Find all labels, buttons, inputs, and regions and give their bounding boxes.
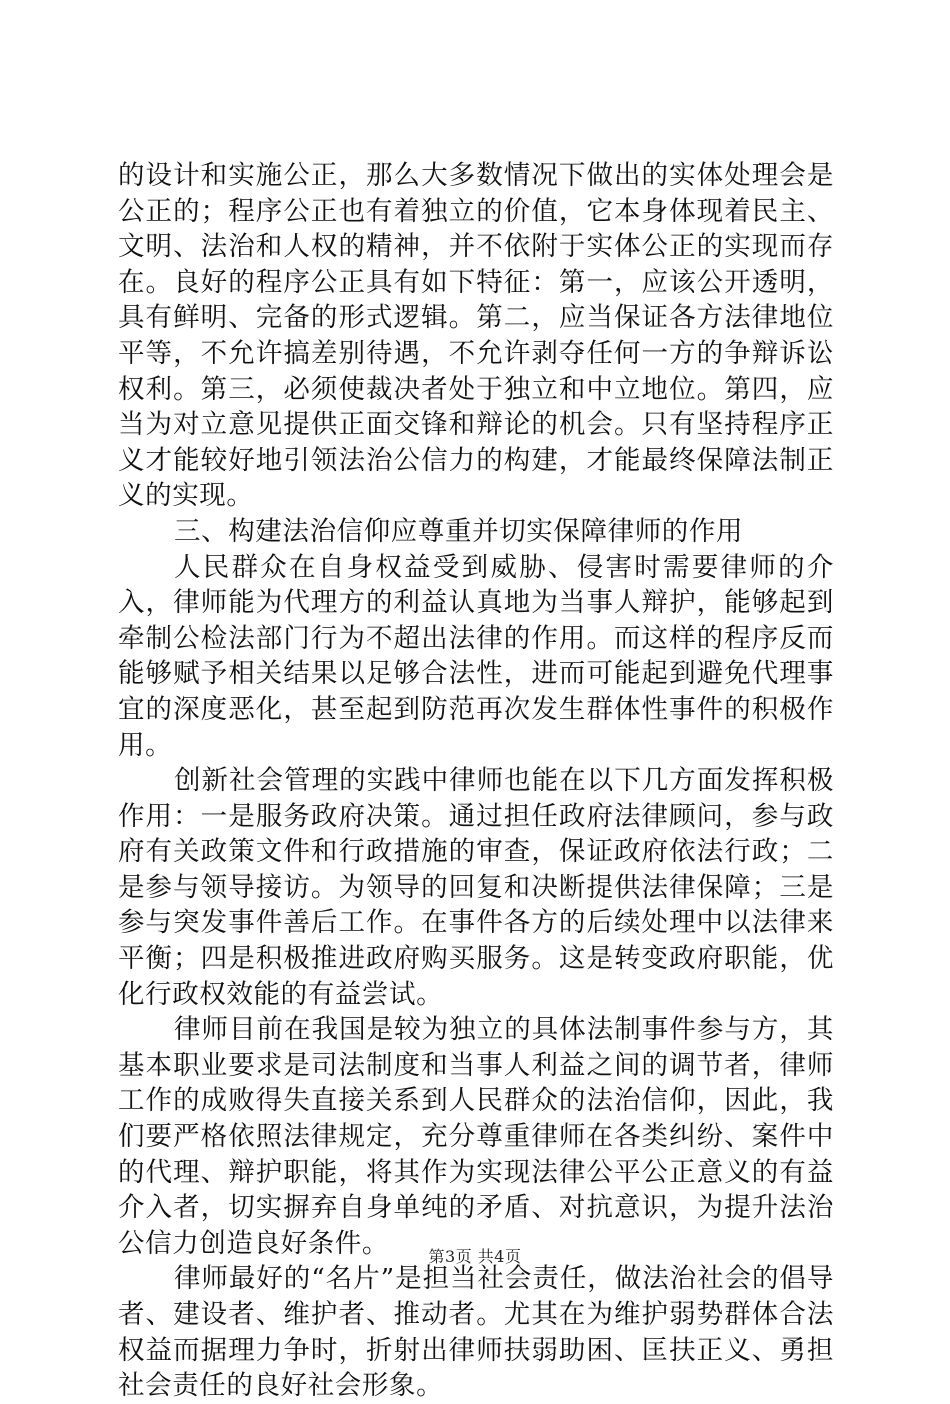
paragraph-program-justice: 的设计和实施公正，那么大多数情况下做出的实体处理会是公正的；程序公正也有着独立的价值，它本身体现着民主、文明、法治和人权的精神，并不依附于实体公正的实现而存在。良好的程序公正具有如下特征：第一，应该公开透明，具有鲜明、完备的形式逻辑。第二，应当保证各方法律地位平等，不允许搞差别待遇，不允许剥夺任何一方的争辩诉讼权利。第三，必须使裁决者处于独立和中立地位。第四，应当为对立意见提供正面交锋和辩论的机会。只有坚持程序正义才能较好地引领法治公信力的构建，才能最终保障法制正义的实现。 bbox=[118, 160, 834, 512]
page-number-footer: 第3页 共4页 bbox=[428, 1247, 522, 1266]
paragraph-lawyer-intervention: 人民群众在自身权益受到威胁、侵害时需要律师的介入，律师能为代理方的利益认真地为当事人辩护，能够起到牵制公检法部门行为不超出法律的作用。而这样的程序反而能够赋予相关结果以足够合法性，进而可能起到避免代理事宜的深度恶化，甚至起到防范再次发生群体性事件的积极作用。 bbox=[118, 551, 834, 761]
document-body bbox=[118, 158, 834, 1404]
section-heading-lawyer-role: 三、构建法治信仰应尊重并切实保障律师的作用 bbox=[174, 515, 744, 547]
paragraph-lawyer-business-card: 律师最好的“名片”是担当社会责任，做法治社会的倡导者、建设者、维护者、推动者。尤其在为维护弱势群体合法权益而据理力争时，折射出律师扶弱助困、匡扶正义、勇担社会责任的良好社会形象。 bbox=[118, 1263, 834, 1402]
paragraph-social-management: 创新社会管理的实践中律师也能在以下几方面发挥积极作用：一是服务政府决策。通过担任政府法律顾问，参与政府有关政策文件和行政措施的审查，保证政府依法行政；二是参与领导接访。为领导的回复和决断提供法律保障；三是参与突发事件善后工作。在事件各方的后续处理中以法律来平衡；四是积极推进政府购买服务。这是转变政府职能，优化行政权效能的有益尝试。 bbox=[118, 765, 834, 1010]
paragraph-lawyer-status: 律师目前在我国是较为独立的具体法制事件参与方，其基本职业要求是司法制度和当事人利益之间的调节者，律师工作的成败得失直接关系到人民群众的法治信仰，因此，我们要严格依照法律规定，充分尊重律师在各类纠纷、案件中的代理、辩护职能，将其作为实现法律公平公正意义的有益介入者，切实摒弃自身单纯的矛盾、对抗意识，为提升法治公信力创造良好条件。 bbox=[118, 1014, 834, 1259]
